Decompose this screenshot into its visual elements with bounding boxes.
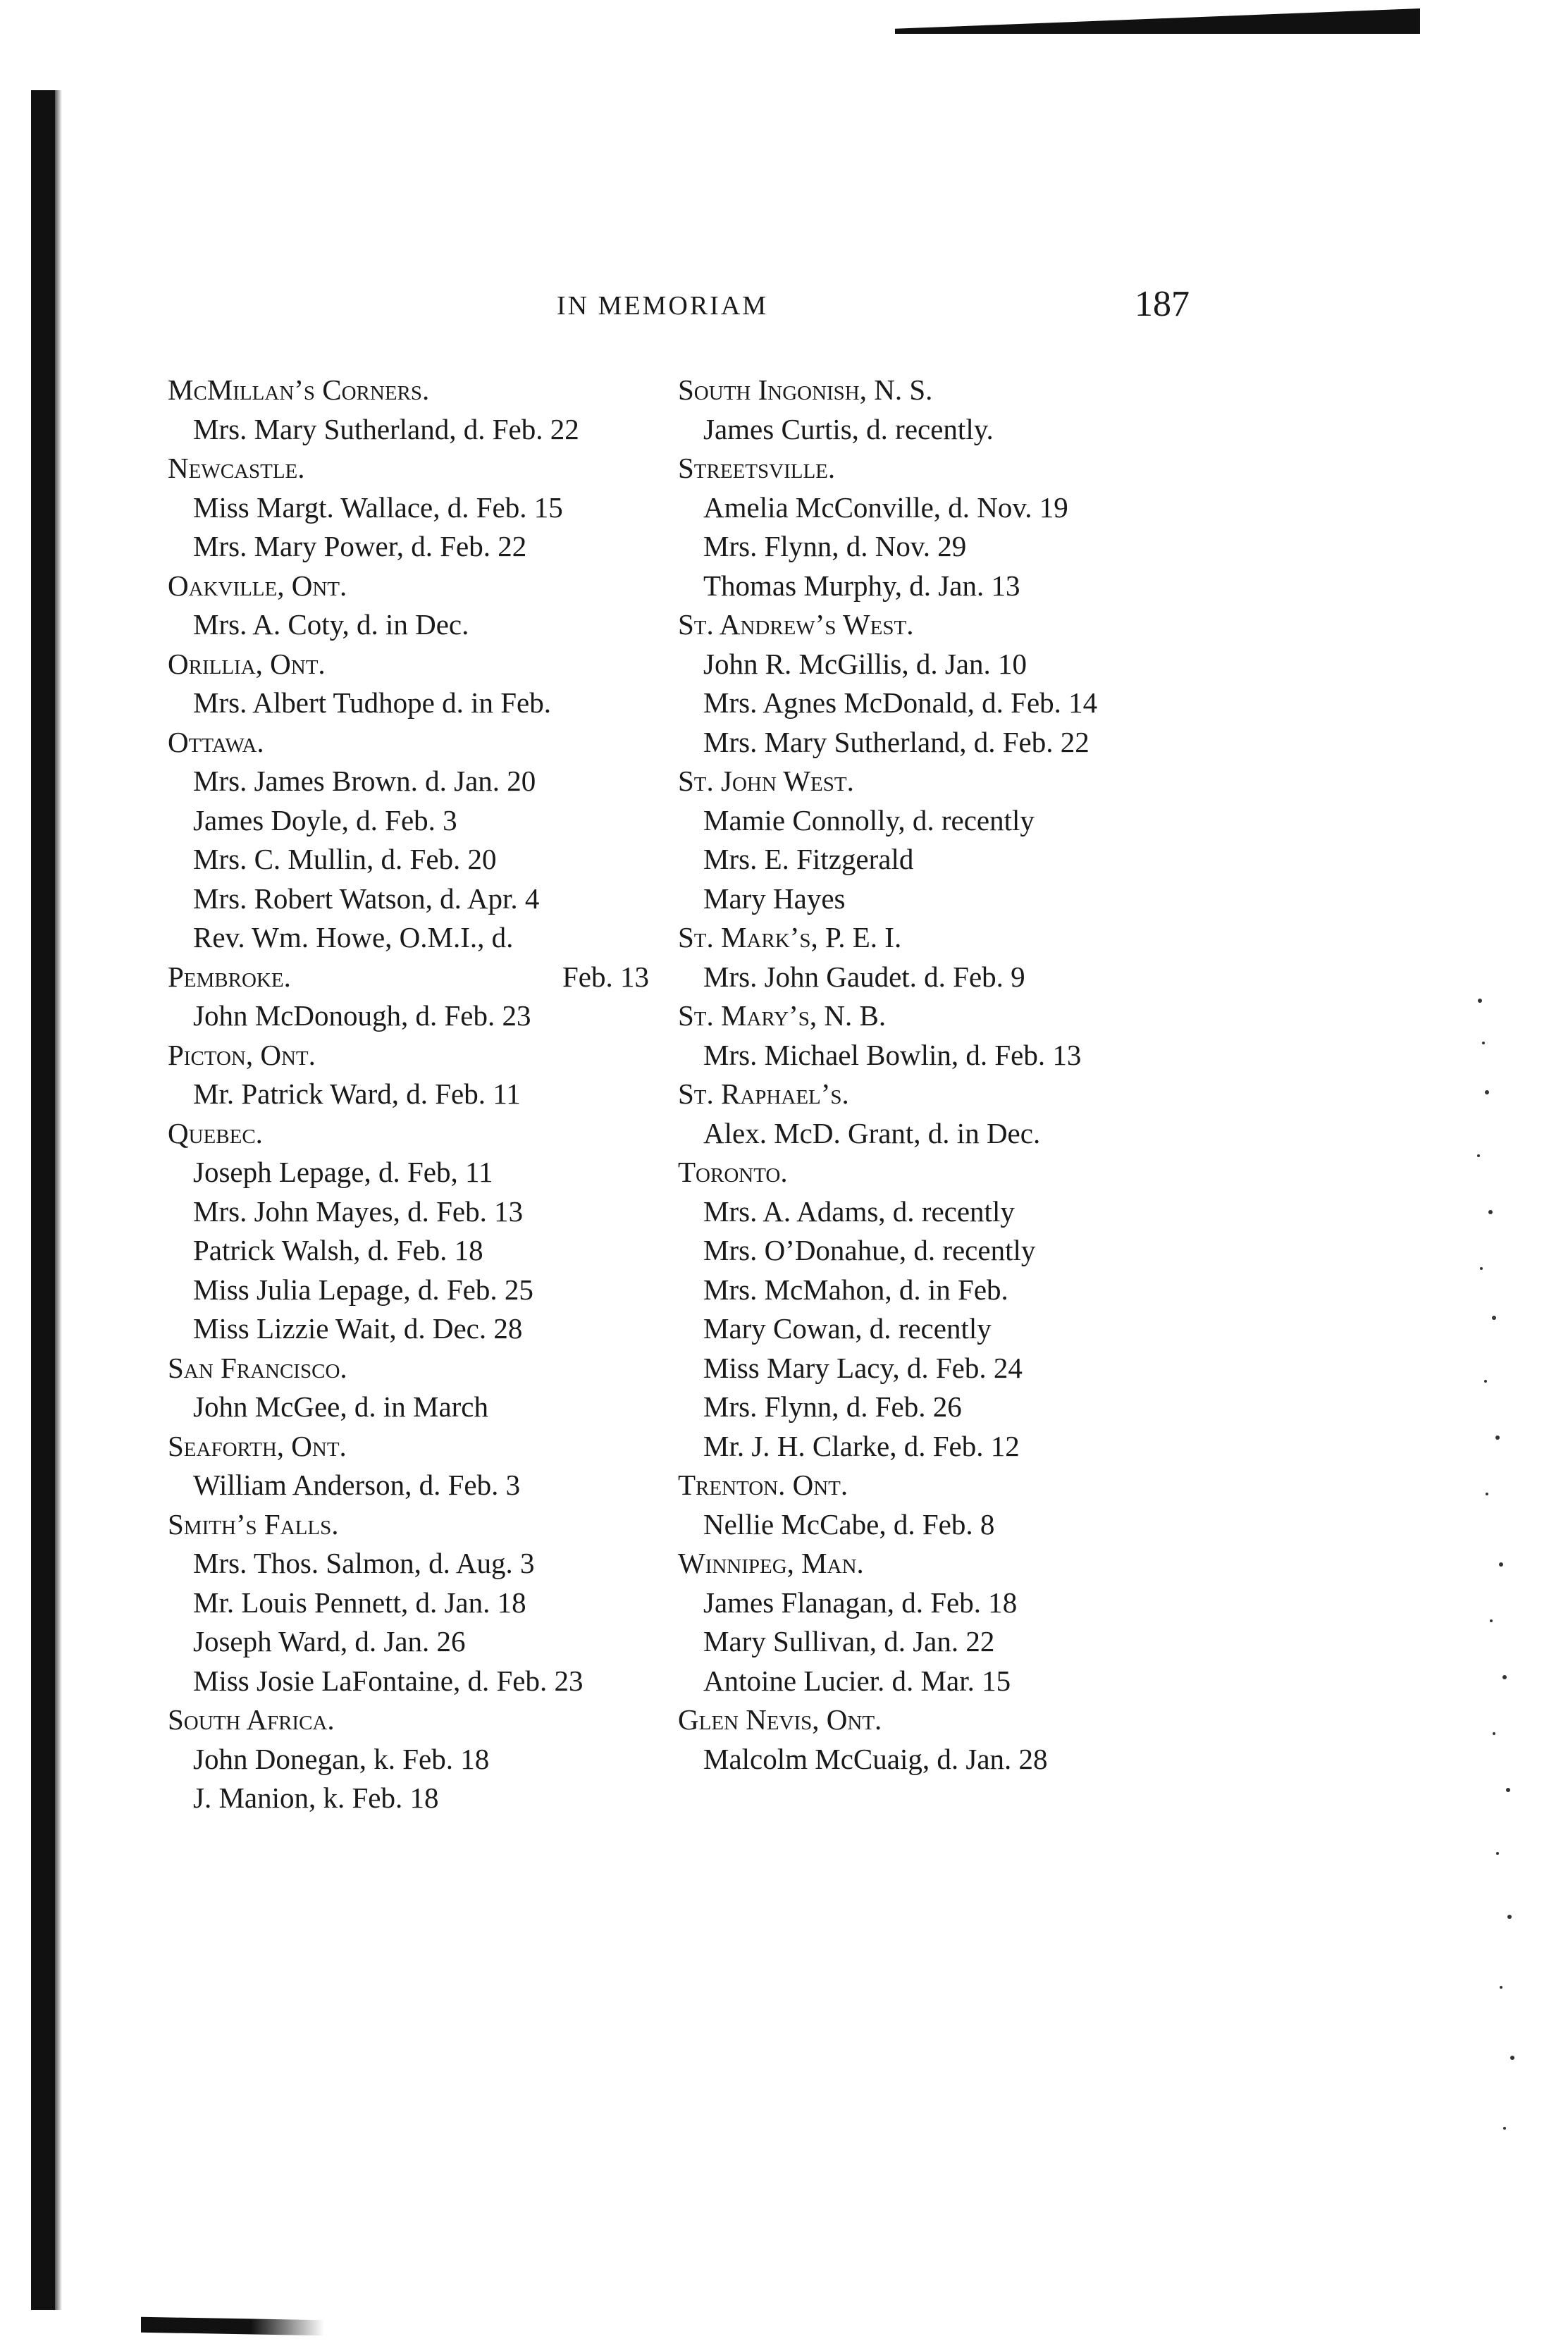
- memorial-entry: Mr. Patrick Ward, d. Feb. 11: [193, 1078, 521, 1110]
- memorial-entry: Joseph Lepage, d. Feb, 11: [193, 1156, 493, 1188]
- memorial-entry: Mrs. E. Fitzgerald: [703, 843, 914, 875]
- memorial-entry: John McGee, d. in March: [193, 1390, 489, 1423]
- memorial-entry: Mrs. John Mayes, d. Feb. 13: [193, 1194, 524, 1228]
- memorial-entry: Mrs. Flynn, d. Nov. 29: [703, 530, 967, 562]
- place-heading: St. Andrew’s West.: [678, 608, 914, 641]
- memorial-entry: Mrs. C. Mullin, d. Feb. 20: [193, 843, 497, 875]
- running-head: [0, 284, 1568, 333]
- scan-edge-left-shadow: [55, 90, 62, 2310]
- memorial-entry: Mrs. John Gaudet. d. Feb. 9: [703, 960, 1025, 993]
- scan-edge-left: [31, 90, 55, 2310]
- place-heading: St. Raphael’s.: [678, 1078, 849, 1110]
- memorial-entry: Alex. McD. Grant, d. in Dec.: [703, 1116, 1041, 1149]
- memorial-entry: Mrs. A. Coty, d. in Dec.: [193, 608, 469, 641]
- memorial-entry: Mrs. Mary Sutherland, d. Feb. 22: [193, 412, 579, 445]
- place-heading: St. John West.: [678, 765, 854, 797]
- memorial-entry: Mary Hayes: [703, 882, 846, 915]
- memorial-entry: Mrs. Thos. Salmon, d. Aug. 3: [193, 1547, 535, 1579]
- memorial-entry: Mrs. Albert Tudhope d. in Feb.: [193, 686, 551, 719]
- memorial-entry: Miss Lizzie Wait, d. Dec. 28: [193, 1312, 523, 1345]
- memorial-entry: Miss Margt. Wallace, d. Feb. 15: [193, 490, 563, 524]
- memorial-entry: Amelia McConville, d. Nov. 19: [703, 490, 1068, 524]
- place-heading: Oakville, Ont.: [168, 569, 347, 602]
- place-heading-label: Pembroke.: [168, 960, 291, 993]
- place-heading: South Africa.: [168, 1703, 335, 1736]
- scan-specks: [1466, 987, 1529, 2185]
- place-heading: Trenton. Ont.: [678, 1469, 848, 1501]
- place-heading: Newcastle.: [168, 452, 305, 484]
- place-heading: Winnipeg, Man.: [678, 1547, 864, 1579]
- memorial-entry: John R. McGillis, d. Jan. 10: [703, 647, 1027, 680]
- memorial-entry: Mrs. James Brown. d. Jan. 20: [193, 765, 536, 797]
- scan-edge-bottom: [141, 2317, 324, 2336]
- memorial-entry: Thomas Murphy, d. Jan. 13: [703, 569, 1020, 602]
- memorial-entry: J. Manion, k. Feb. 18: [193, 1782, 439, 1814]
- memorial-entry: Mr. Louis Pennett, d. Jan. 18: [193, 1586, 526, 1619]
- memorial-entry: Miss Julia Lepage, d. Feb. 25: [193, 1273, 533, 1306]
- memorial-entry: Nellie McCabe, d. Feb. 8: [703, 1507, 995, 1541]
- place-heading: McMillan’s Corners.: [168, 373, 430, 406]
- place-heading: South Ingonish, N. S.: [678, 373, 933, 406]
- memorial-entry: Antoine Lucier. d. Mar. 15: [703, 1664, 1011, 1697]
- memorial-entry: Mrs. Mary Power, d. Feb. 22: [193, 530, 527, 562]
- memorial-entry: John McDonough, d. Feb. 23: [193, 999, 531, 1032]
- memorial-entry: Mary Sullivan, d. Jan. 22: [703, 1625, 995, 1657]
- scan-edge-top: [895, 8, 1420, 34]
- memorial-entry: Rev. Wm. Howe, O.M.I., d.: [193, 921, 514, 953]
- memorial-entry: Mrs. O’Donahue, d. recently: [703, 1234, 1036, 1266]
- memorial-entry: John Donegan, k. Feb. 18: [193, 1742, 490, 1775]
- place-heading: Toronto.: [678, 1156, 788, 1188]
- right-column: [678, 371, 1185, 1779]
- memorial-entry: Mr. J. H. Clarke, d. Feb. 12: [703, 1429, 1020, 1462]
- continued-date: Feb. 13: [562, 960, 649, 993]
- memorial-entry: Mrs. McMahon, d. in Feb.: [703, 1273, 1008, 1306]
- memorial-entry: Malcolm McCuaig, d. Jan. 28: [703, 1742, 1048, 1775]
- place-heading: [168, 958, 689, 997]
- memorial-entry: Patrick Walsh, d. Feb. 18: [193, 1234, 483, 1266]
- memorial-entry: Mrs. Mary Sutherland, d. Feb. 22: [703, 725, 1089, 758]
- memorial-entry: Mrs. Michael Bowlin, d. Feb. 13: [703, 1038, 1082, 1071]
- place-heading: Seaforth, Ont.: [168, 1429, 347, 1462]
- memorial-entry: Mamie Connolly, d. recently: [703, 803, 1035, 836]
- place-heading: St. Mark’s, P. E. I.: [678, 921, 902, 953]
- memorial-entry: Miss Josie LaFontaine, d. Feb. 23: [193, 1664, 584, 1697]
- place-heading: San Francisco.: [168, 1351, 347, 1384]
- memorial-entry: Mrs. Flynn, d. Feb. 26: [703, 1390, 962, 1423]
- place-heading: Streetsville.: [678, 452, 836, 484]
- running-title: IN MEMORIAM: [557, 291, 769, 321]
- memorial-entry: Mary Cowan, d. recently: [703, 1312, 992, 1345]
- memorial-entry: Mrs. Robert Watson, d. Apr. 4: [193, 882, 540, 915]
- memorial-entry: Mrs. Agnes McDonald, d. Feb. 14: [703, 686, 1098, 719]
- memorial-entry: James Flanagan, d. Feb. 18: [703, 1586, 1018, 1619]
- memorial-entry: Miss Mary Lacy, d. Feb. 24: [703, 1351, 1023, 1384]
- page-number: 187: [1135, 284, 1190, 324]
- memorial-entry: William Anderson, d. Feb. 3: [193, 1469, 521, 1501]
- place-heading: Glen Nevis, Ont.: [678, 1703, 882, 1736]
- place-heading: Smith’s Falls.: [168, 1507, 339, 1541]
- memorial-entry: Mrs. A. Adams, d. recently: [703, 1194, 1015, 1228]
- memorial-entry: James Doyle, d. Feb. 3: [193, 803, 457, 836]
- place-heading: Ottawa.: [168, 725, 264, 758]
- place-heading: Picton, Ont.: [168, 1038, 316, 1071]
- memorial-entry: James Curtis, d. recently.: [703, 412, 994, 445]
- memorial-entry: Joseph Ward, d. Jan. 26: [193, 1625, 466, 1657]
- place-heading: St. Mary’s, N. B.: [678, 999, 887, 1032]
- left-column: [168, 371, 689, 1818]
- place-heading: Orillia, Ont.: [168, 647, 326, 680]
- place-heading: Quebec.: [168, 1116, 263, 1149]
